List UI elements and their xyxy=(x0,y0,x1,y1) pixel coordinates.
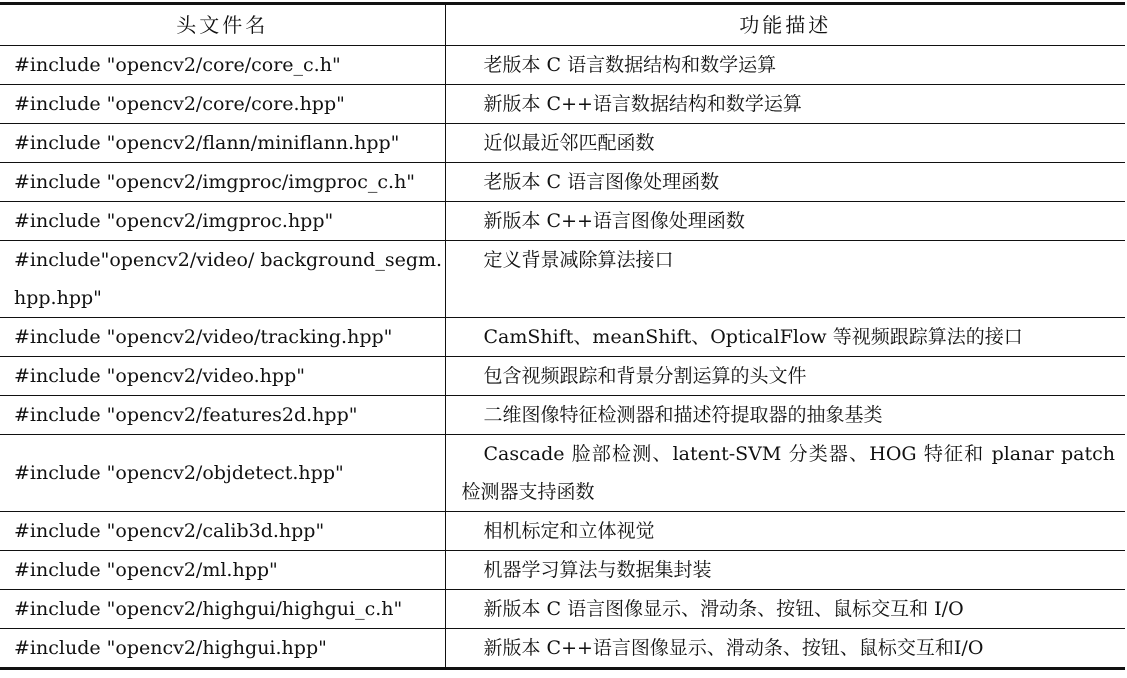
table-row xyxy=(0,512,1125,551)
table-header-row xyxy=(0,4,1125,46)
header-file-cell: #include "opencv2/highgui.hpp" xyxy=(0,629,445,669)
table-row xyxy=(0,357,1125,396)
description-cell: 二维图像特征检测器和描述符提取器的抽象基类 xyxy=(445,396,1125,435)
header-file-cell: #include "opencv2/imgproc.hpp" xyxy=(0,202,445,241)
table-row xyxy=(0,435,1125,512)
description-cell: 近似最近邻匹配函数 xyxy=(445,124,1125,163)
header-file-cell: #include "opencv2/highgui/highgui_c.h" xyxy=(0,590,445,629)
table-row xyxy=(0,202,1125,241)
description-cell: Cascade 脸部检测、latent-SVM 分类器、HOG 特征和 planar patch 检测器支持函数 xyxy=(445,435,1125,512)
header-file-cell: #include "opencv2/ml.hpp" xyxy=(0,551,445,590)
table-row xyxy=(0,46,1125,85)
header-file-cell: #include"opencv2/video/ background_segm.hpp.hpp" xyxy=(0,241,445,318)
header-file-cell: #include "opencv2/flann/miniflann.hpp" xyxy=(0,124,445,163)
header-file-cell: #include "opencv2/video/tracking.hpp" xyxy=(0,318,445,357)
header-file-cell: #include "opencv2/imgproc/imgproc_c.h" xyxy=(0,163,445,202)
column-header-description: 功能描述 xyxy=(445,4,1125,46)
description-cell: 老版本 C 语言图像处理函数 xyxy=(445,163,1125,202)
description-cell: 包含视频跟踪和背景分割运算的头文件 xyxy=(445,357,1125,396)
description-cell: 新版本 C 语言图像显示、滑动条、按钮、鼠标交互和 I/O xyxy=(445,590,1125,629)
column-header-filename: 头文件名 xyxy=(0,4,445,46)
table-row xyxy=(0,551,1125,590)
description-cell: 新版本 C++语言图像显示、滑动条、按钮、鼠标交互和I/O xyxy=(445,629,1125,669)
table-row xyxy=(0,318,1125,357)
table-row xyxy=(0,241,1125,318)
table-row xyxy=(0,124,1125,163)
header-file-cell: #include "opencv2/core/core_c.h" xyxy=(0,46,445,85)
description-cell: CamShift、meanShift、OpticalFlow 等视频跟踪算法的接口 xyxy=(445,318,1125,357)
table-row xyxy=(0,163,1125,202)
table-row xyxy=(0,590,1125,629)
header-file-cell: #include "opencv2/objdetect.hpp" xyxy=(0,435,445,512)
header-file-cell: #include "opencv2/features2d.hpp" xyxy=(0,396,445,435)
description-cell: 新版本 C++语言图像处理函数 xyxy=(445,202,1125,241)
table-row xyxy=(0,85,1125,124)
table-row xyxy=(0,629,1125,669)
header-file-cell: #include "opencv2/core/core.hpp" xyxy=(0,85,445,124)
header-file-cell: #include "opencv2/video.hpp" xyxy=(0,357,445,396)
description-cell: 老版本 C 语言数据结构和数学运算 xyxy=(445,46,1125,85)
description-cell: 新版本 C++语言数据结构和数学运算 xyxy=(445,85,1125,124)
header-files-table xyxy=(0,2,1125,670)
table-row xyxy=(0,396,1125,435)
description-cell: 定义背景减除算法接口 xyxy=(445,241,1125,318)
header-file-cell: #include "opencv2/calib3d.hpp" xyxy=(0,512,445,551)
description-cell: 机器学习算法与数据集封装 xyxy=(445,551,1125,590)
description-cell: 相机标定和立体视觉 xyxy=(445,512,1125,551)
